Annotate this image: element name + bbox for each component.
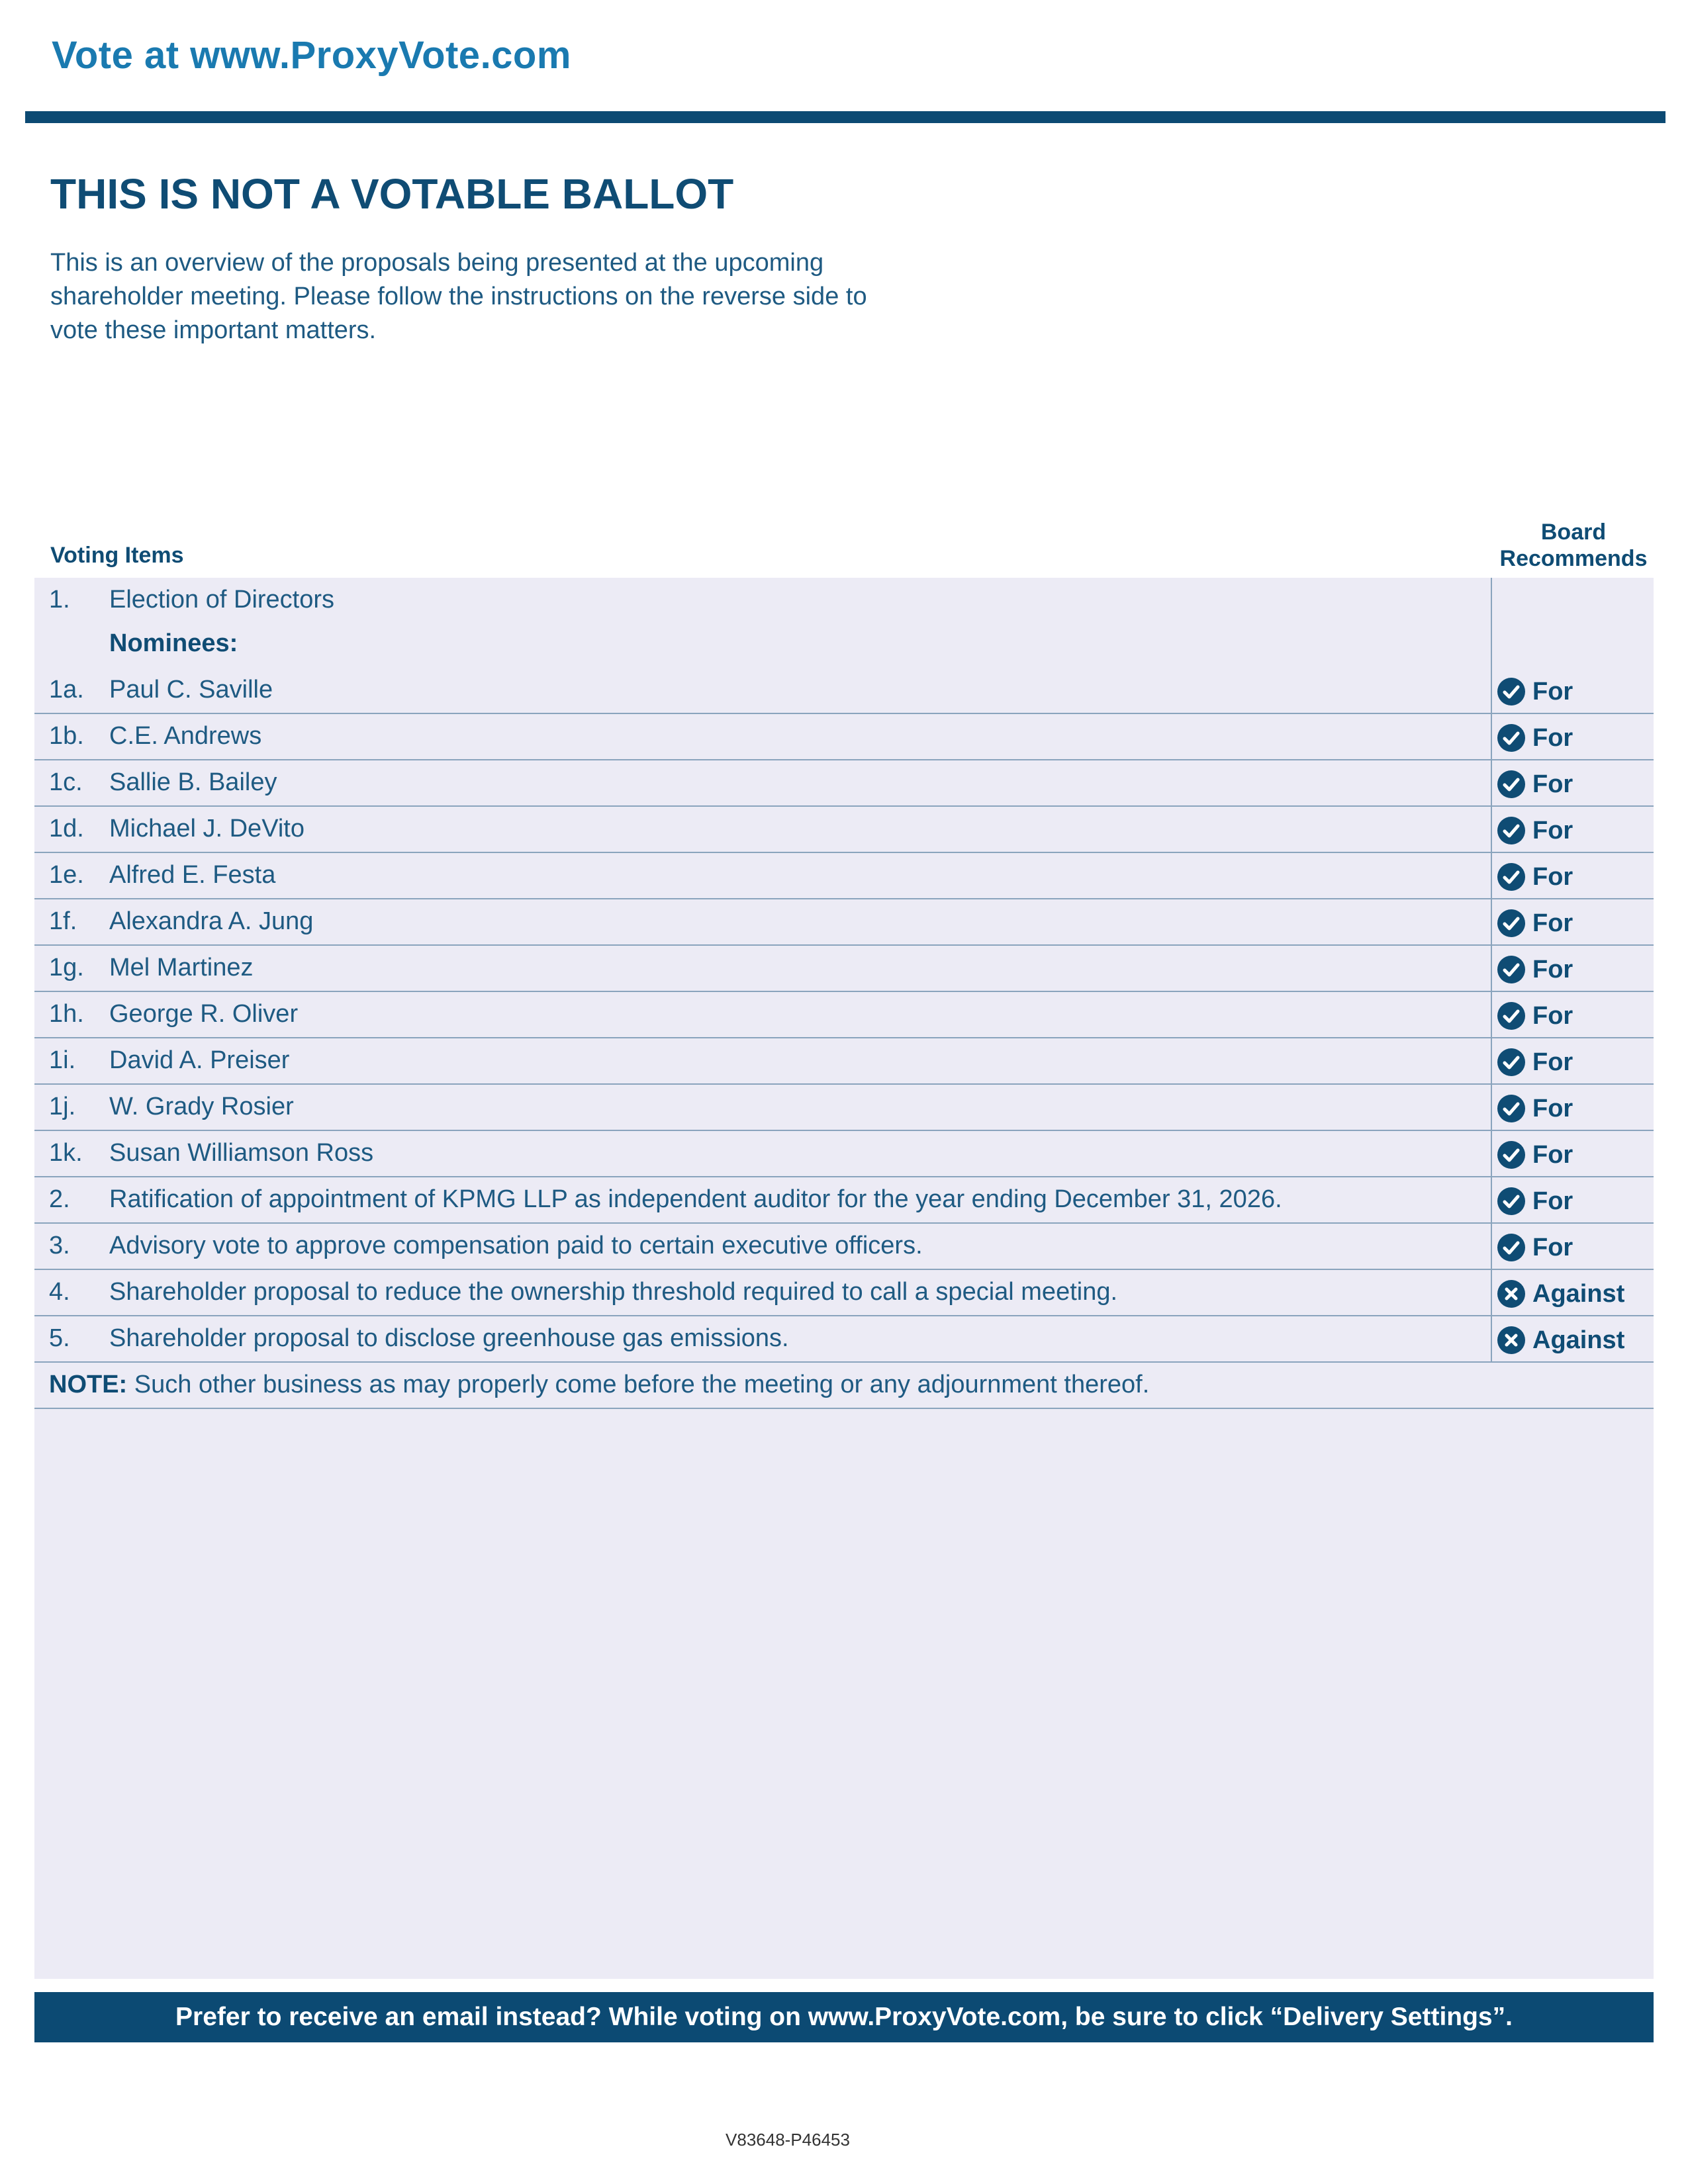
board-recommendation (1497, 816, 1573, 845)
table-row (34, 1177, 1654, 1224)
table-row (34, 668, 1654, 714)
x-circle-icon (1497, 1279, 1532, 1308)
check-circle-icon (1497, 1140, 1532, 1169)
item-number: 1h. (49, 1000, 84, 1028)
item-number: 5. (49, 1324, 70, 1352)
check-circle-icon (1497, 1048, 1532, 1077)
item-number: 1i. (49, 1046, 76, 1074)
ballot-title: THIS IS NOT A VOTABLE BALLOT (50, 170, 734, 218)
check-circle-icon (1497, 955, 1532, 984)
table-row (34, 807, 1654, 853)
recommendation-label: For (1532, 1233, 1573, 1261)
board-recommendation (1497, 1048, 1573, 1077)
x-circle-icon (1497, 1326, 1532, 1355)
item-label: C.E. Andrews (109, 722, 262, 750)
item-number: 1g. (49, 954, 84, 981)
nominees-row (34, 624, 1654, 668)
item-label: Sallie B. Bailey (109, 768, 277, 796)
item-number: 1k. (49, 1139, 83, 1167)
column-divider (1491, 946, 1492, 991)
table-row (34, 1085, 1654, 1131)
recommendation-label: For (1532, 862, 1573, 891)
recommendation-label: For (1532, 1187, 1573, 1215)
vote-link[interactable]: Vote at www.ProxyVote.com (52, 34, 571, 77)
recommendation-label: For (1532, 955, 1573, 983)
item-number: 1d. (49, 815, 84, 842)
table-row (34, 1038, 1654, 1085)
item-label: George R. Oliver (109, 1000, 299, 1028)
table-row (34, 1270, 1654, 1316)
item-number: 4. (49, 1278, 70, 1306)
board-recommendation (1497, 1001, 1573, 1030)
recommendation-label: For (1532, 1048, 1573, 1076)
recommendation-label: Against (1532, 1326, 1625, 1354)
board-recommendation (1497, 862, 1573, 891)
table-row (34, 946, 1654, 992)
item-number: 1a. (49, 676, 84, 704)
column-divider (1491, 714, 1492, 759)
board-recommendation (1497, 955, 1573, 984)
note-text (49, 1371, 1149, 1399)
nominees-label: Nominees: (109, 629, 238, 657)
item-label: Susan Williamson Ross (109, 1139, 374, 1167)
check-circle-icon (1497, 723, 1532, 752)
column-divider (1491, 1316, 1492, 1361)
column-header-board-recommends (1493, 519, 1654, 572)
item-number: 1e. (49, 861, 84, 889)
header-divider (25, 111, 1665, 123)
table-row (34, 992, 1654, 1038)
item-label: W. Grady Rosier (109, 1093, 294, 1120)
table-row (34, 1131, 1654, 1177)
recommendation-label: For (1532, 909, 1573, 937)
board-recommendation (1497, 1326, 1624, 1355)
check-circle-icon (1497, 677, 1532, 706)
table-row (34, 899, 1654, 946)
column-divider (1491, 992, 1492, 1037)
recommendation-label: For (1532, 1140, 1573, 1169)
item-label: Advisory vote to approve compensation paid to certain executive officers. (109, 1232, 923, 1259)
board-recommendation (1497, 909, 1573, 938)
check-circle-icon (1497, 816, 1532, 845)
recommendation-label: For (1532, 770, 1573, 798)
recommendation-label: Against (1532, 1279, 1625, 1308)
column-divider (1491, 578, 1492, 624)
item-label: Alfred E. Festa (109, 861, 276, 889)
note-row (34, 1363, 1654, 1409)
column-divider (1491, 1131, 1492, 1176)
board-recommendation (1497, 1140, 1573, 1169)
column-divider (1491, 853, 1492, 898)
election-row (34, 578, 1654, 624)
voting-items-table (34, 578, 1654, 1409)
check-circle-icon (1497, 770, 1532, 799)
check-circle-icon (1497, 1187, 1532, 1216)
column-divider (1491, 668, 1492, 713)
recommendation-label: For (1532, 1001, 1573, 1030)
item-number: 1j. (49, 1093, 76, 1120)
item-label: Paul C. Saville (109, 676, 273, 704)
board-recommendation (1497, 677, 1573, 706)
check-circle-icon (1497, 1094, 1532, 1123)
item-label: Mel Martinez (109, 954, 254, 981)
item-label: Michael J. DeVito (109, 815, 305, 842)
note-label: NOTE: (49, 1371, 128, 1398)
check-circle-icon (1497, 909, 1532, 938)
table-row (34, 853, 1654, 899)
board-header-line2: Recommends (1499, 546, 1648, 571)
column-divider (1491, 899, 1492, 944)
item-number: 1b. (49, 722, 84, 750)
note-body: Such other business as may properly come before the meeting or any adjournment thereof. (127, 1371, 1150, 1398)
column-header-voting-items: Voting Items (50, 543, 184, 568)
recommendation-label: For (1532, 816, 1573, 844)
column-divider (1491, 807, 1492, 852)
item-label: Alexandra A. Jung (109, 907, 314, 935)
column-divider (1491, 624, 1492, 668)
item-label: Ratification of appointment of KPMG LLP as independent auditor for the year ending December 31, 2026. (109, 1185, 1282, 1213)
recommendation-label: For (1532, 1094, 1573, 1122)
board-recommendation (1497, 1233, 1573, 1262)
board-recommendation (1497, 1187, 1573, 1216)
check-circle-icon (1497, 862, 1532, 891)
check-circle-icon (1497, 1001, 1532, 1030)
email-notice-bar: Prefer to receive an email instead? While voting on www.ProxyVote.com, be sure to click “Delivery Settings”. (34, 1992, 1654, 2042)
item-number: 3. (49, 1232, 70, 1259)
column-divider (1491, 1085, 1492, 1130)
table-row (34, 1224, 1654, 1270)
intro-text: This is an overview of the proposals being presented at the upcoming shareholder meeting. Please follow the instructions on the reverse side to vote these important matters. (50, 249, 867, 344)
item-label: Election of Directors (109, 586, 335, 614)
item-number: 1f. (49, 907, 77, 935)
column-divider (1491, 1224, 1492, 1269)
check-circle-icon (1497, 1233, 1532, 1262)
item-label: Shareholder proposal to disclose greenhouse gas emissions. (109, 1324, 789, 1352)
board-recommendation (1497, 1279, 1624, 1308)
item-number: 1. (49, 586, 70, 614)
recommendation-label: For (1532, 723, 1573, 752)
board-recommendation (1497, 1094, 1573, 1123)
column-divider (1491, 1038, 1492, 1083)
column-divider (1491, 1270, 1492, 1315)
item-number: 1c. (49, 768, 83, 796)
column-divider (1491, 1177, 1492, 1222)
board-recommendation (1497, 723, 1573, 752)
column-divider (1491, 760, 1492, 805)
item-label: Shareholder proposal to reduce the ownership threshold required to call a special meeting. (109, 1278, 1118, 1306)
table-row (34, 760, 1654, 807)
table-row (34, 1316, 1654, 1363)
recommendation-label: For (1532, 677, 1573, 705)
board-header-line1: Board (1540, 520, 1607, 545)
table-row (34, 714, 1654, 760)
document-code: V83648-P46453 (726, 2130, 850, 2150)
item-label: David A. Preiser (109, 1046, 290, 1074)
board-recommendation (1497, 770, 1573, 799)
item-number: 2. (49, 1185, 70, 1213)
